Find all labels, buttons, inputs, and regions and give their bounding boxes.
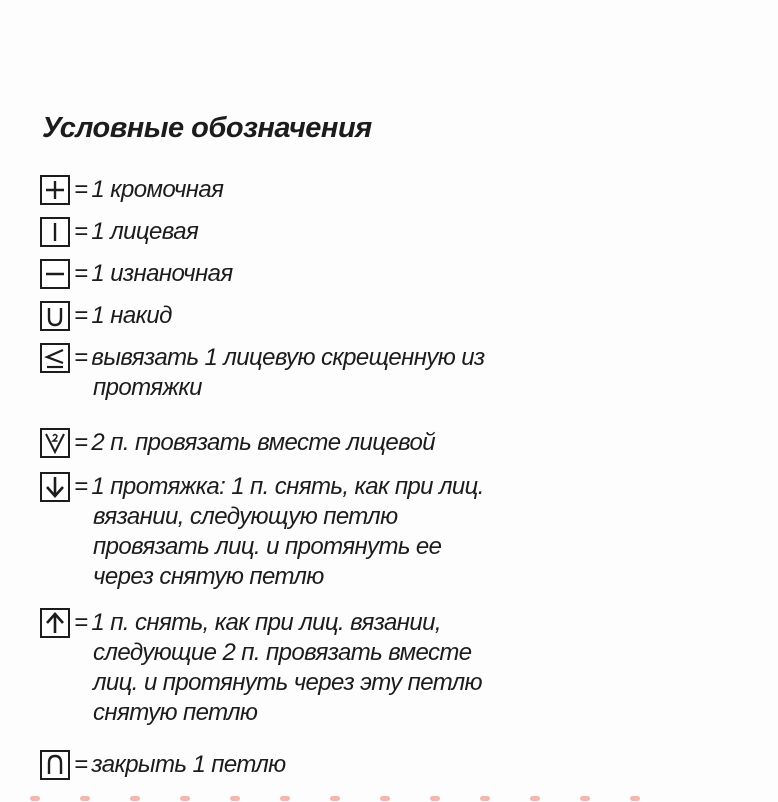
k2tog-box-icon [40, 428, 70, 458]
plus-box-icon [40, 175, 70, 205]
decorative-dots-border [0, 794, 778, 802]
legend-desc: = закрыть 1 петлю [74, 751, 286, 778]
up-arrow-box-icon [40, 608, 70, 638]
legend-item-k2tog [40, 428, 435, 458]
legend-desc: = вывязать 1 лицевую скрещенную из протяжки [74, 344, 485, 401]
crossed-knit-box-icon [40, 343, 70, 373]
legend-item-bind-off [40, 750, 286, 780]
legend-desc: = 1 кромочная [74, 176, 224, 203]
u-box-icon [40, 301, 70, 331]
legend-desc: = 1 накид [74, 302, 172, 329]
legend-desc: = 1 изнаночная [74, 260, 233, 287]
horizontal-bar-box-icon [40, 259, 70, 289]
legend-item-double-decrease [40, 608, 482, 728]
legend-item-crossed-knit [40, 343, 485, 403]
legend-item-edge-stitch [40, 175, 223, 205]
legend-item-knit [40, 217, 198, 247]
legend-item-pull-through [40, 472, 484, 592]
legend-title: Условные обозначения [42, 112, 372, 144]
down-arrow-box-icon [40, 472, 70, 502]
legend-desc: = 1 п. снять, как при лиц. вязании, следующие 2 п. провязать вместе лиц. и протянуть через эту петлю снятую петлю [74, 609, 482, 726]
legend-item-yarn-over [40, 301, 172, 331]
arch-box-icon [40, 750, 70, 780]
vertical-bar-box-icon [40, 217, 70, 247]
legend-desc: = 1 лицевая [74, 218, 199, 245]
legend-item-purl [40, 259, 233, 289]
legend-desc: = 1 протяжка: 1 п. снять, как при лиц. вязании, следующую петлю провязать лиц. и протянуть ее через снятую петлю [74, 473, 484, 590]
legend-desc: = 2 п. провязать вместе лицевой [74, 429, 436, 456]
